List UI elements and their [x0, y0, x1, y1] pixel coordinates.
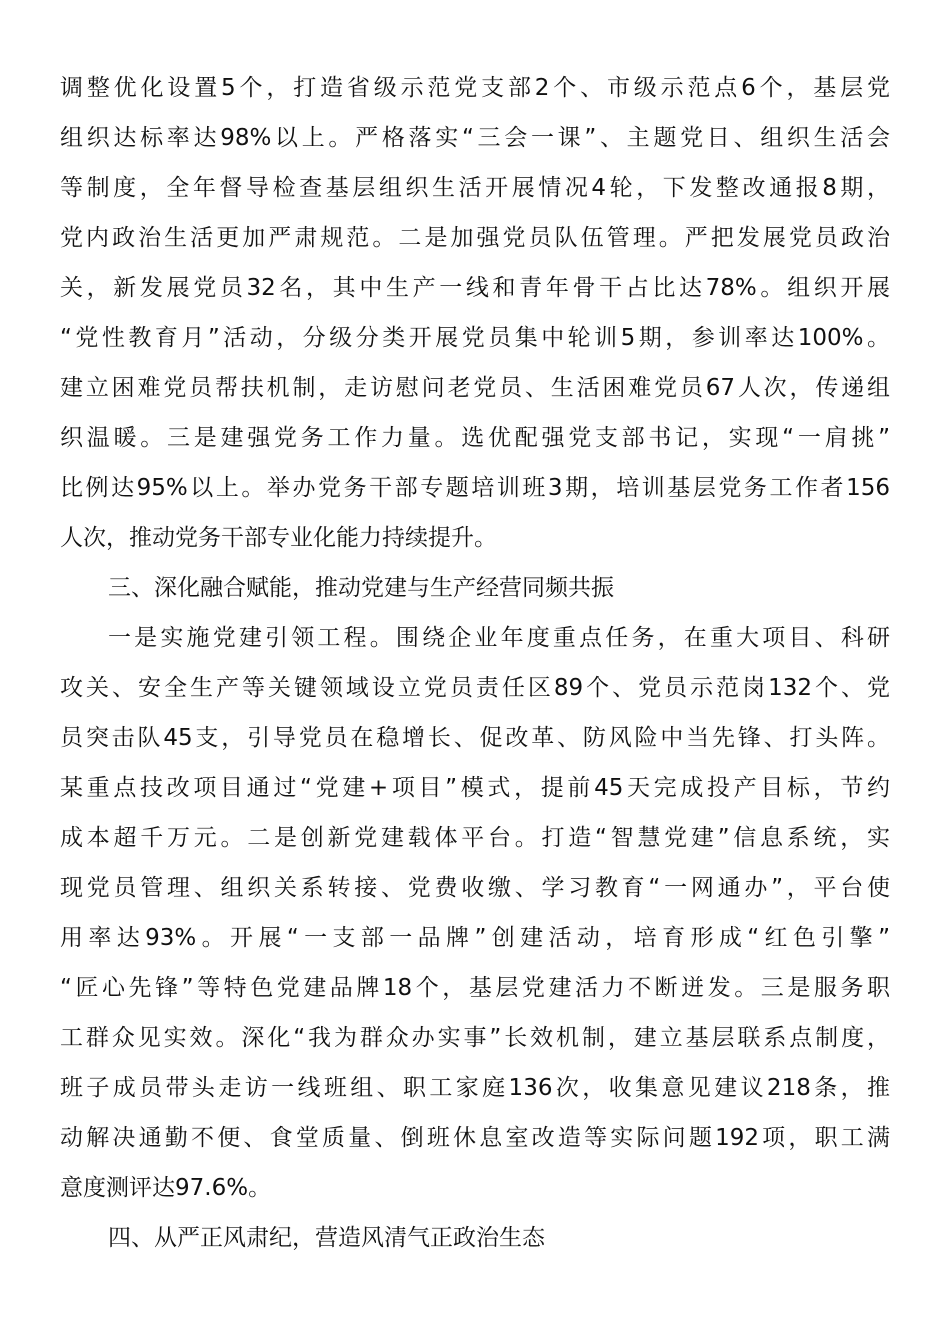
text-line: 建立困难党员帮扶机制，走访慰问老党员、生活困难党员67人次，传递组: [60, 375, 890, 401]
section-heading: 三、深化融合赋能，推动党建与生产经营同频共振: [108, 575, 614, 601]
text-line: 班子成员带头走访一线班组、职工家庭136次，收集意见建议218条，推: [60, 1075, 890, 1101]
text-line: 现党员管理、组织关系转接、党费收缴、学习教育“一网通办”，平台使: [60, 875, 890, 901]
text-line: 意度测评达97.6%。: [60, 1175, 272, 1201]
text-line: 关，新发展党员32名，其中生产一线和青年骨干占比达78%。组织开展: [60, 275, 890, 301]
text-line: 人次，推动党务干部专业化能力持续提升。: [60, 525, 497, 551]
text-line: 织温暖。三是建强党务工作力量。选优配强党支部书记，实现“一肩挑”: [60, 425, 890, 451]
text-line: “匠心先锋”等特色党建品牌18个，基层党建活力不断迸发。三是服务职: [60, 975, 890, 1001]
text-line: 员突击队45支，引导党员在稳增长、促改革、防风险中当先锋、打头阵。: [60, 725, 890, 751]
text-line: 成本超千万元。二是创新党建载体平台。打造“智慧党建”信息系统，实: [60, 825, 890, 851]
text-line: 一是实施党建引领工程。围绕企业年度重点任务，在重大项目、科研: [108, 625, 890, 651]
document-body: [60, 63, 890, 1263]
text-line: 动解决通勤不便、食堂质量、倒班休息室改造等实际问题192项，职工满: [60, 1125, 890, 1151]
section-heading: 四、从严正风肃纪，营造风清气正政治生态: [108, 1225, 545, 1251]
text-line: 比例达95%以上。举办党务干部专题培训班3期，培训基层党务工作者156: [60, 475, 890, 501]
text-line: 用率达93%。开展“一支部一品牌”创建活动，培育形成“红色引擎”: [60, 925, 890, 951]
text-line: 某重点技改项目通过“党建+项目”模式，提前45天完成投产目标，节约: [60, 775, 890, 801]
text-line: “党性教育月”活动，分级分类开展党员集中轮训5期，参训率达100%。: [60, 325, 890, 351]
text-line: 等制度，全年督导检查基层组织生活开展情况4轮，下发整改通报8期，: [60, 175, 890, 201]
text-line: 党内政治生活更加严肃规范。二是加强党员队伍管理。严把发展党员政治: [60, 225, 890, 251]
text-line: 工群众见实效。深化“我为群众办实事”长效机制，建立基层联系点制度，: [60, 1025, 890, 1051]
text-line: 组织达标率达98%以上。严格落实“三会一课”、主题党日、组织生活会: [60, 125, 890, 151]
text-line: 调整优化设置5个，打造省级示范党支部2个、市级示范点6个，基层党: [60, 75, 890, 101]
text-line: 攻关、安全生产等关键领域设立党员责任区89个、党员示范岗132个、党: [60, 675, 890, 701]
